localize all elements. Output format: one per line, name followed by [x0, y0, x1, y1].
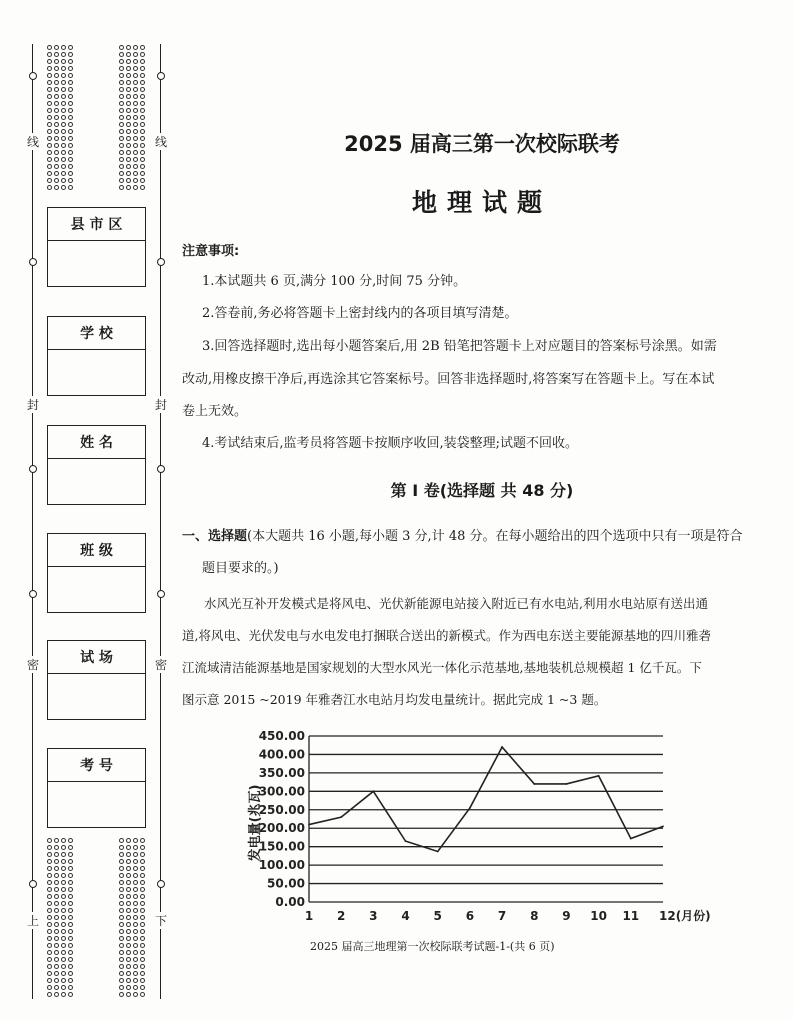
cut-circle	[157, 590, 165, 598]
y-tick-label: 0.00	[275, 895, 305, 909]
y-tick-label: 250.00	[258, 802, 305, 817]
x-tick-label: 12(月份)	[659, 909, 711, 923]
notice-item: 1.本试题共 6 页,满分 100 分,时间 75 分钟。	[202, 274, 467, 289]
cut-circle	[29, 590, 37, 598]
data-point	[662, 825, 664, 827]
data-point	[437, 851, 439, 853]
notice-item: 2.答卷前,务必将答题卡上密封线内的各项目填写清楚。	[202, 306, 518, 321]
series-line	[309, 747, 663, 851]
info-label-school: 学 校	[48, 317, 145, 350]
cut-circle	[29, 880, 37, 888]
cut-circle	[157, 880, 165, 888]
info-box-name	[47, 425, 146, 505]
info-box-room	[47, 640, 146, 720]
info-field-class[interactable]	[48, 567, 145, 612]
notice-item: 3.回答选择题时,选出每小题答案后,用 2B 铅笔把答题卡上对应题目的答案标号涂黑。如需	[202, 339, 717, 354]
data-point	[308, 824, 310, 826]
cut-label-feng-left: 封	[27, 398, 40, 412]
cut-circle	[29, 258, 37, 266]
notice-item: 4.考试结束后,监考员将答题卡按顺序收回,装袋整理;试题不回收。	[202, 436, 579, 451]
cut-circle	[29, 72, 37, 80]
passage-line: 图示意 2015 ~2019 年雅砻江水电站月均发电量统计。据此完成 1 ~3 题。	[182, 692, 607, 707]
cut-label-xian-left: 线	[27, 135, 40, 149]
y-tick-label: 400.00	[258, 747, 305, 762]
notice-heading: 注意事项:	[182, 244, 240, 259]
cut-line-right	[160, 44, 161, 999]
data-point	[469, 807, 471, 809]
section-title: 第 Ⅰ 卷(选择题 共 48 分)	[390, 481, 574, 500]
passage-line: 道,将风电、光伏发电与水电发电打捆联合送出的新模式。作为西电东送主要能源基地的四川雅砻	[182, 628, 711, 643]
cut-label-feng-right: 封	[155, 398, 168, 412]
question-description: (本大题共 16 小题,每小题 3 分,计 48 分。在每小题给出的四个选项中只有一项是符合	[247, 529, 743, 544]
x-tick-label: 3	[369, 909, 378, 923]
dot-column-top-left	[46, 44, 74, 194]
notice-item: 卷上无效。	[182, 404, 248, 419]
info-field-school[interactable]	[48, 350, 145, 395]
x-tick-label: 7	[497, 909, 507, 923]
dot-column-bottom-right	[118, 837, 146, 999]
data-point	[372, 790, 374, 792]
info-label-class: 班 级	[48, 534, 145, 567]
data-point	[501, 746, 503, 748]
x-tick-label: 1	[304, 909, 314, 923]
x-tick-label: 8	[530, 909, 539, 923]
x-tick-label: 2	[337, 909, 346, 923]
cut-circle	[157, 258, 165, 266]
info-label-county: 县 市 区	[48, 208, 145, 241]
data-point	[566, 783, 568, 785]
info-field-county[interactable]	[48, 241, 145, 286]
cut-label-xian-right: 线	[155, 135, 168, 149]
y-axis-label: 发电量(兆瓦)	[248, 784, 263, 862]
x-tick-label: 10	[590, 909, 607, 923]
info-box-exam-number	[47, 748, 146, 828]
cut-label-xia: 下	[155, 914, 168, 928]
dot-column-top-right	[118, 44, 146, 194]
x-tick-label: 4	[401, 909, 410, 923]
data-point	[598, 775, 600, 777]
passage-line: 江流域清洁能源基地是国家规划的大型水风光一体化示范基地,基地装机总规模超 1 亿千瓦。下	[182, 660, 702, 675]
question-description-cont: 题目要求的。)	[202, 561, 279, 576]
info-field-room[interactable]	[48, 674, 145, 719]
subject-title: 地理试题	[411, 188, 552, 217]
info-box-school	[47, 316, 146, 396]
data-point	[405, 840, 407, 842]
cut-circle	[157, 72, 165, 80]
info-label-room: 试 场	[48, 641, 145, 674]
page-footer: 2025 届高三地理第一次校际联考试题-1-(共 6 页)	[310, 940, 555, 953]
data-point	[533, 783, 535, 785]
x-tick-label: 5	[433, 909, 442, 923]
cut-circle	[157, 465, 165, 473]
exam-title: 2025 届高三第一次校际联考	[344, 132, 620, 156]
question-instructions	[182, 521, 743, 553]
info-field-name[interactable]	[48, 459, 145, 504]
y-tick-label: 200.00	[258, 821, 305, 836]
y-tick-label: 150.00	[258, 839, 305, 854]
y-tick-label: 100.00	[258, 858, 305, 873]
info-box-county	[47, 207, 146, 287]
cut-label-mi-right: 密	[155, 658, 168, 672]
y-tick-label: 450.00	[258, 729, 305, 743]
x-tick-label: 11	[622, 909, 640, 923]
passage-line: 水风光互补开发模式是将风电、光伏新能源电站接入附近已有水电站,利用水电站原有送出通	[204, 596, 708, 611]
notice-item: 改动,用橡皮擦干净后,再选涂其它答案标号。回答非选择题时,将答案写在答题卡上。写在本试	[182, 372, 715, 387]
question-heading: 一、选择题	[182, 529, 248, 544]
monthly-power-chart	[243, 724, 711, 934]
cut-label-shang: 上	[27, 914, 40, 928]
cut-label-mi-left: 密	[27, 658, 40, 672]
x-tick-label: 6	[465, 909, 475, 923]
info-label-exam-number: 考 号	[48, 749, 145, 782]
cut-circle	[29, 465, 37, 473]
data-point	[630, 838, 632, 840]
y-tick-label: 350.00	[258, 765, 305, 780]
y-tick-label: 50.00	[267, 876, 305, 891]
y-tick-label: 300.00	[258, 784, 305, 799]
info-field-exam-number[interactable]	[48, 782, 145, 827]
binding-margin	[0, 0, 190, 1020]
info-label-name: 姓 名	[48, 426, 145, 459]
data-point	[340, 816, 342, 818]
x-tick-label: 9	[562, 909, 571, 923]
info-box-class	[47, 533, 146, 613]
cut-line-left	[32, 44, 33, 999]
dot-column-bottom-left	[46, 837, 74, 999]
